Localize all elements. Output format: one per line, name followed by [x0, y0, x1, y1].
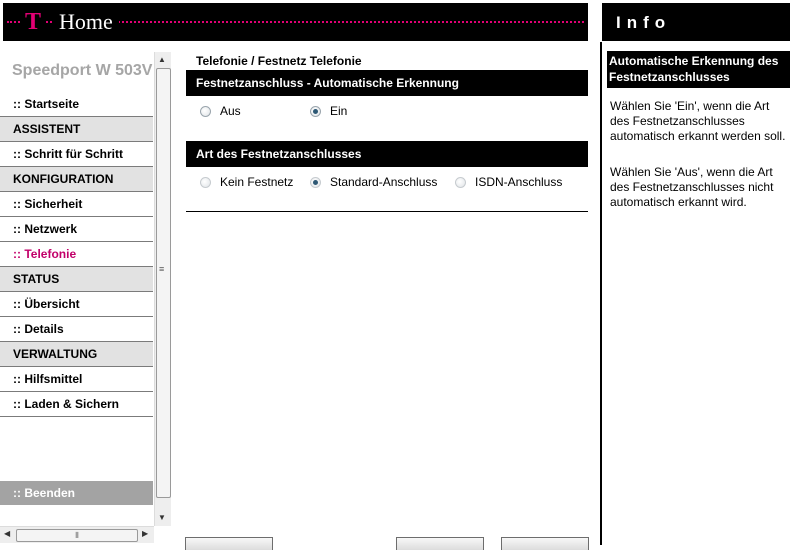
header-bar	[3, 3, 588, 41]
radio-standard-anschluss-button[interactable]	[310, 177, 321, 188]
sidebar-item-sicherheit[interactable]: :: Sicherheit	[0, 192, 153, 217]
section-header-connection-type: Art des Festnetzanschlusses	[186, 141, 588, 167]
radio-aus-button[interactable]	[200, 106, 211, 117]
sidebar-item-telefonie[interactable]: :: Telefonie	[0, 242, 153, 267]
sidebar-section-status: STATUS	[0, 267, 153, 292]
reset-button[interactable]	[396, 537, 484, 550]
sidebar-item-schritt-fuer-schritt[interactable]: :: Schritt für Schritt	[0, 142, 153, 167]
scroll-up-icon[interactable]: ▲	[158, 55, 166, 64]
scroll-right-icon[interactable]: ▶	[142, 529, 149, 538]
sidebar-item-hilfsmittel[interactable]: :: Hilfsmittel	[0, 367, 153, 392]
info-panel-divider	[600, 42, 602, 545]
sidebar-nav	[0, 92, 153, 417]
sidebar-horizontal-scrollbar[interactable]	[0, 526, 154, 543]
scroll-left-icon[interactable]: ◀	[4, 529, 11, 538]
radio-ein-label: Ein	[330, 104, 348, 118]
scrollbar-grip-icon: ≡	[159, 264, 165, 274]
scrollbar-thumb[interactable]	[156, 68, 171, 498]
info-paragraph-1: Wählen Sie 'Ein', wenn die Art des Festnetzanschlusses automatisch erkannt werden soll.	[610, 99, 786, 143]
info-paragraph-2: Wählen Sie 'Aus', wenn die Art des Festnetzanschlusses nicht automatisch erkannt wird.	[610, 165, 774, 209]
radio-ein-button[interactable]	[310, 106, 321, 117]
sidebar-item-startseite[interactable]: :: Startseite	[0, 92, 153, 117]
sidebar-section-verwaltung: VERWALTUNG	[0, 342, 153, 367]
sidebar-item-netzwerk[interactable]: :: Netzwerk	[0, 217, 153, 242]
scroll-down-icon[interactable]: ▼	[158, 513, 166, 522]
back-button[interactable]	[185, 537, 273, 550]
scrollbar-thumb-horizontal[interactable]: ⦀	[16, 529, 138, 542]
telekom-logo: T	[21, 9, 45, 35]
radio-kein-festnetz[interactable]	[200, 175, 293, 189]
info-header	[602, 3, 790, 41]
sidebar-section-assistent: ASSISTENT	[0, 117, 153, 142]
sidebar-vertical-scrollbar[interactable]	[154, 52, 171, 526]
logout-button[interactable]: :: Beenden	[0, 481, 153, 505]
info-title: Automatische Erkennung des Festnetzanschlusses	[607, 51, 790, 88]
breadcrumb: Telefonie / Festnetz Telefonie	[196, 54, 362, 68]
sidebar	[0, 52, 153, 520]
sidebar-item-uebersicht[interactable]: :: Übersicht	[0, 292, 153, 317]
sidebar-section-konfiguration: KONFIGURATION	[0, 167, 153, 192]
radio-isdn-anschluss-label: ISDN-Anschluss	[475, 175, 563, 189]
sidebar-item-laden-sichern[interactable]: :: Laden & Sichern	[0, 392, 153, 417]
radio-aus[interactable]	[200, 104, 241, 118]
radio-kein-festnetz-button[interactable]	[200, 177, 211, 188]
save-button[interactable]	[501, 537, 589, 550]
home-link[interactable]: Home	[53, 9, 119, 35]
radio-kein-festnetz-label: Kein Festnetz	[220, 175, 294, 189]
radio-aus-label: Aus	[220, 104, 241, 118]
radio-isdn-anschluss[interactable]	[455, 175, 562, 189]
device-model: Speedport W 503V	[12, 62, 153, 79]
content-divider	[186, 211, 588, 212]
radio-standard-anschluss-label: Standard-Anschluss	[330, 175, 438, 189]
info-header-label: Info	[616, 13, 672, 32]
radio-standard-anschluss[interactable]	[310, 175, 437, 189]
radio-ein[interactable]	[310, 104, 347, 118]
radio-isdn-anschluss-button[interactable]	[455, 177, 466, 188]
sidebar-item-details[interactable]: :: Details	[0, 317, 153, 342]
section-header-auto-detect: Festnetzanschluss - Automatische Erkennung	[186, 70, 588, 96]
